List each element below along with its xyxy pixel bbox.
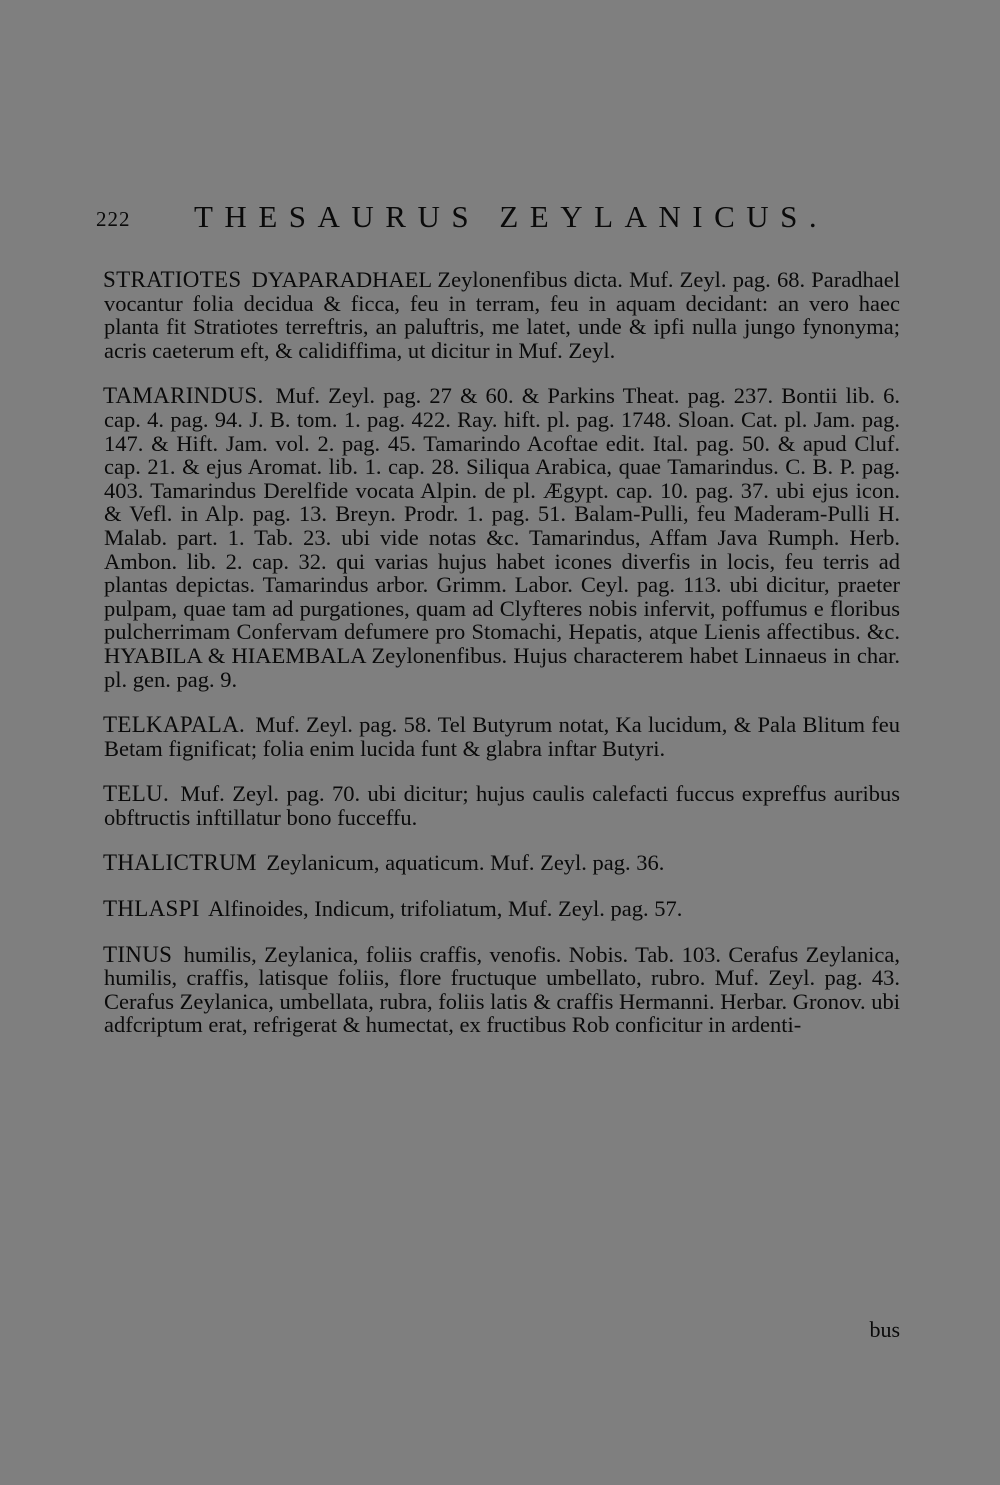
- entry-text: Zeylanicum, aquaticum. Muf. Zeyl. pag. 36.: [266, 850, 665, 876]
- running-title: THESAURUS ZEYLANICUS.: [194, 199, 829, 234]
- book-page: [96, 195, 901, 1375]
- entry-headword: THLASPI: [103, 896, 200, 922]
- entry-tinus: [104, 943, 900, 1037]
- entry-stratiotes: [104, 268, 900, 362]
- entry-headword: TELKAPALA.: [103, 712, 246, 738]
- entries-list: [104, 268, 900, 1037]
- entry-text: Muf. Zeyl. pag. 70. ubi dicitur; hujus caulis calefacti fuccus expreffus auribus obftructis inftillatur bono fucceffu.: [104, 781, 900, 830]
- entry-thalictrum: [104, 851, 900, 875]
- page-number: 222: [96, 207, 131, 231]
- entry-text: DYAPARADHAEL Zeylonenfibus dicta. Muf. Zeyl. pag. 68. Paradhael vocantur folia decidua & ficca, feu in terram, feu in aquam decidant: an vero haec planta fit Stratiotes terreftris, an paluftris, me latet, unde & ipfi nulla jungo fynonyma; acris caeterum eft, & calidiffima, ut dicitur in Muf. Zeyl.: [104, 267, 900, 363]
- entry-tamarindus: [104, 384, 900, 691]
- entry-headword: TAMARINDUS.: [103, 383, 264, 409]
- catchword: bus: [869, 1317, 900, 1342]
- entry-telkapala: [104, 713, 900, 760]
- entry-telu: [104, 782, 900, 829]
- entry-headword: THALICTRUM: [103, 850, 257, 876]
- entry-headword: STRATIOTES: [103, 267, 242, 292]
- entry-text: Alfinoides, Indicum, trifoliatum, Muf. Zeyl. pag. 57.: [208, 896, 683, 922]
- entry-text: Muf. Zeyl. pag. 58. Tel Butyrum notat, Ka lucidum, & Pala Blitum feu Betam fignificat; folia enim lucida funt & glabra inftar Butyri.: [104, 712, 901, 761]
- running-head: [96, 195, 900, 243]
- entry-text: Muf. Zeyl. pag. 27 & 60. & Parkins Theat. pag. 237. Bontii lib. 6. cap. 4. pag. 94. J. B. tom. 1. pag. 422. Ray. hift. pl. pag. 1748. Sloan. Cat. pl. Jam. pag. 147. & Hift. Jam. vol. 2. pag. 45. Tamarindo Acoftae edit. Ital. pag. 50. & apud Cluf. cap. 21. & ejus Aromat. lib. 1. cap. 28. Siliqua Arabica, quae Tamarindus. C. B. P. pag. 403. Tamarindus Derelfide vocata Alpin. de pl. Ægypt. cap. 10. pag. 37. ubi ejus icon. & Vefl. in Alp. pag. 13. Breyn. Prodr. 1. pag. 51. Balam-Pulli, feu Maderam-Pulli H. Malab. part. 1. Tab. 23. ubi vide notas &c. Tamarindus, Affam Java Rumph. Herb. Ambon. lib. 2. cap. 32. qui varias hujus habet icones diverfis in locis, feu terris ad plantas depictas. Tamarindus arbor. Grimm. Labor. Ceyl. pag. 113. ubi dicitur, praeter pulpam, quae tam ad purgationes, quam ad Clyfteres nobis infervit, poffumus e floribus pulcherrimam Confervam defumere pro Stomachi, Hepatis, atque Lienis affectibus. &c. HYABILA & HIAEMBALA Zeylonenfibus. Hujus characterem habet Linnaeus in char. pl. gen. pag. 9.: [104, 383, 900, 692]
- entry-headword: TELU.: [103, 781, 170, 807]
- entry-thlaspi: [104, 897, 900, 921]
- entry-headword: TINUS: [103, 941, 173, 967]
- entry-text: humilis, Zeylanica, foliis craffis, venofis. Nobis. Tab. 103. Cerafus Zeylanica, humilis, craffis, latisque foliis, flore fructuque umbellato, rubro. Muf. Zeyl. pag. 43. Cerafus Zeylanica, umbellata, rubra, foliis latis & craffis Hermanni. Herbar. Gronov. ubi adfcriptum erat, refrigerat & humectat, ex fructibus Rob conficitur in ardenti-: [104, 941, 901, 1038]
